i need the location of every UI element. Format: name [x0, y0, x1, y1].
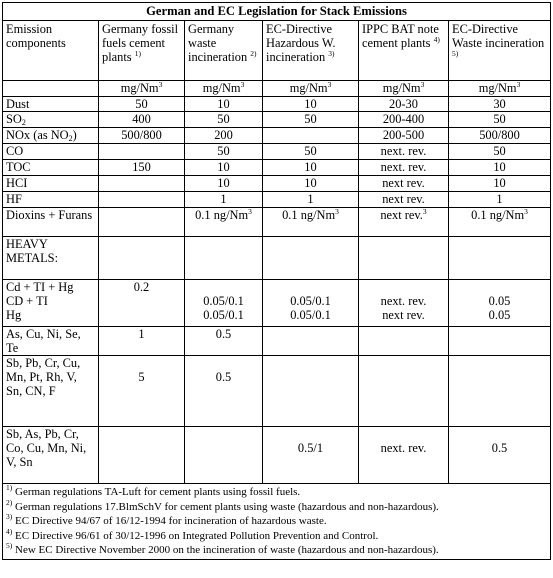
value-cell [449, 327, 551, 356]
table-row [3, 327, 551, 356]
table-row [3, 192, 551, 208]
header-cell [359, 21, 449, 81]
footnote-text: German regulations TA-Luft for cement plants using fossil fuels. [12, 486, 301, 498]
unit-exponent: 3 [327, 80, 332, 89]
value-cell [99, 356, 185, 427]
component-cell [3, 356, 99, 427]
value-text: 30 [493, 97, 506, 111]
value-cell [359, 192, 449, 208]
value-text: 0.5 [215, 327, 232, 341]
header-label: EC-Directive Waste incineration [452, 22, 545, 50]
unit-cell [263, 81, 359, 97]
value-cell [185, 176, 263, 192]
value-cell [185, 160, 263, 176]
table-row [3, 128, 551, 144]
footnote [6, 497, 547, 515]
component-name: Sb, Pb, Cr, Cu, Mn, Pt, Rh, V, Sn, CN, F [6, 356, 81, 398]
value-cell [359, 327, 449, 356]
header-label: Emission components [6, 22, 66, 50]
component-cell [3, 208, 99, 237]
component-name: CO [6, 144, 24, 158]
component-cell [3, 192, 99, 208]
value-cell [263, 237, 359, 280]
value-cell [263, 192, 359, 208]
value-text: 10 [493, 160, 506, 174]
header-label: Germany waste incineration [188, 22, 248, 64]
header-cell [3, 21, 99, 81]
value-cell [99, 327, 185, 356]
unit-cell [3, 81, 99, 97]
units-row [3, 81, 551, 97]
value-text: 50 [304, 144, 317, 158]
table-row [3, 160, 551, 176]
value-cell [449, 356, 551, 427]
component-cell [3, 144, 99, 160]
footnote [6, 543, 547, 558]
value-text: 10 [304, 97, 317, 111]
value-cell [99, 192, 185, 208]
value-text: 50 [493, 112, 506, 126]
value-cell [263, 144, 359, 160]
value-text: 200-400 [382, 112, 425, 126]
value-cell [263, 427, 359, 484]
legislation-document [2, 2, 550, 560]
value-cell [449, 144, 551, 160]
value-text: 20-30 [389, 97, 418, 111]
value-exponent: 3 [524, 207, 528, 216]
footnote-text: German regulations 17.BlmSchV for cement plants using waste (hazardous and non-hazardous). [12, 500, 439, 513]
unit-cell [359, 81, 449, 97]
value-cell [263, 356, 359, 427]
header-label: EC-Directive Hazardous W. incineration [266, 22, 336, 64]
value-text: 0.5 [215, 370, 232, 384]
footnote-marker: 2) [6, 497, 13, 507]
value-text: 1 [220, 192, 227, 206]
value-cell [449, 192, 551, 208]
value-cell [99, 97, 185, 112]
component-cell [3, 160, 99, 176]
component-name: Dust [6, 97, 30, 111]
value-text: next rev. [382, 176, 425, 190]
value-text: 0.05/0.1 0.05/0.1 [290, 294, 331, 322]
value-cell [99, 280, 185, 327]
value-text: 5 [138, 370, 145, 384]
value-text: 50 [304, 112, 317, 126]
value-cell [185, 144, 263, 160]
header-label: IPPC BAT note cement plants [362, 22, 439, 50]
value-cell [185, 112, 263, 128]
value-cell [185, 427, 263, 484]
value-text: 400 [132, 112, 151, 126]
value-text: 10 [217, 97, 230, 111]
value-cell [359, 176, 449, 192]
table-row [3, 427, 551, 484]
value-cell [263, 112, 359, 128]
value-text: 50 [217, 112, 230, 126]
value-text: next rev. [382, 192, 425, 206]
footnote-text: New EC Directive November 2000 on the incineration of waste (hazardous and non-hazardous). [12, 544, 439, 557]
value-text: next. rev. next rev. [380, 294, 427, 322]
value-cell [185, 356, 263, 427]
value-cell [449, 160, 551, 176]
value-cell [185, 280, 263, 327]
value-text: 200-500 [382, 128, 425, 142]
value-exponent: 3 [422, 207, 427, 216]
value-text: 0.05 0.05 [488, 294, 511, 322]
value-cell [263, 128, 359, 144]
value-text: 10 [217, 176, 230, 190]
component-cell [3, 97, 99, 112]
value-text: 0.1 ng/Nm [471, 208, 525, 222]
value-text: 0.5 [491, 441, 508, 455]
value-text: 0.2 [133, 280, 150, 294]
value-cell [359, 356, 449, 427]
value-text: 10 [304, 176, 317, 190]
header-cell [263, 21, 359, 81]
unit-exponent: 3 [240, 80, 245, 89]
value-cell [449, 427, 551, 484]
value-text: 0.5/1 [297, 441, 324, 455]
footnote [6, 485, 547, 500]
value-text: 50 [217, 144, 230, 158]
value-text: next. rev. [380, 441, 427, 455]
value-cell [99, 208, 185, 237]
component-name: TOC [6, 160, 31, 174]
value-text: next. rev. [380, 160, 427, 174]
footnote-text: EC Directive 96/61 of 30/12-1996 on Integrated Pollution Prevention and Control. [12, 529, 379, 542]
table-row [3, 356, 551, 427]
header-cell [185, 21, 263, 81]
component-cell [3, 112, 99, 128]
value-cell [449, 237, 551, 280]
value-text: 50 [493, 144, 506, 158]
value-cell [99, 128, 185, 144]
unit-cell [185, 81, 263, 97]
value-text: 10 [217, 160, 230, 174]
footnote-text: EC Directive 94/67 of 16/12-1994 for incineration of hazardous waste. [12, 515, 327, 528]
unit-exponent: 3 [420, 80, 425, 89]
value-text: next. rev. [380, 144, 427, 158]
table-row [3, 237, 551, 280]
component-cell [3, 427, 99, 484]
component-name: HF [6, 192, 22, 206]
value-cell [449, 112, 551, 128]
component-name: HEAVY METALS: [6, 237, 59, 265]
footnote-marker: 5) [6, 541, 13, 551]
value-cell [185, 128, 263, 144]
header-ref: 2) [250, 49, 257, 58]
value-cell [359, 97, 449, 112]
value-text: 10 [304, 160, 317, 174]
value-text: 0.05/0.1 0.05/0.1 [203, 294, 244, 322]
value-cell [185, 97, 263, 112]
value-cell [359, 208, 449, 237]
component-cell [3, 176, 99, 192]
value-cell [359, 160, 449, 176]
header-ref: 3) [328, 49, 335, 58]
value-cell [99, 144, 185, 160]
value-text: 50 [135, 97, 148, 111]
value-cell [449, 280, 551, 327]
component-name: Dioxins + Furans [6, 208, 93, 222]
table-row [3, 280, 551, 327]
footnote-marker: 1) [6, 483, 13, 492]
component-name: NOx (as NO [6, 128, 69, 142]
component-name: Sb, As, Pb, Cr, Co, Cu, Mn, Ni, V, Sn [6, 427, 87, 469]
value-cell [185, 192, 263, 208]
value-cell [359, 128, 449, 144]
table-row [3, 112, 551, 128]
unit-exponent: 3 [516, 80, 521, 89]
value-exponent: 3 [335, 207, 339, 216]
header-ref: 1) [134, 49, 141, 58]
value-cell [359, 144, 449, 160]
header-cell [449, 21, 551, 81]
unit-cell [449, 81, 551, 97]
value-text: 500/800 [121, 128, 162, 142]
footnote [6, 514, 547, 529]
table-row [3, 176, 551, 192]
component-name: Cd + TI + Hg CD + TI Hg [6, 280, 74, 322]
stack-emissions-table [2, 2, 551, 560]
value-text: 1 [138, 327, 145, 341]
value-cell [99, 176, 185, 192]
value-cell [99, 112, 185, 128]
value-cell [263, 208, 359, 237]
component-cell [3, 327, 99, 356]
footnote-marker: 4) [6, 526, 13, 536]
value-text: next rev. [380, 208, 423, 222]
component-cell [3, 128, 99, 144]
table-row [3, 97, 551, 112]
header-label: Germany fossil fuels cement plants [102, 22, 179, 64]
unit-label: mg/Nm [382, 81, 421, 95]
value-cell [263, 327, 359, 356]
value-text: 200 [214, 128, 233, 142]
footnotes [3, 484, 551, 560]
value-cell [359, 112, 449, 128]
value-cell [449, 97, 551, 112]
header-ref: 4) [433, 35, 440, 44]
value-cell [449, 208, 551, 237]
component-subscript: 2 [68, 134, 73, 143]
value-text: 10 [493, 176, 506, 190]
value-cell [185, 208, 263, 237]
value-cell [263, 176, 359, 192]
table-row [3, 208, 551, 237]
title-row [3, 3, 551, 21]
unit-label: mg/Nm [289, 81, 328, 95]
value-cell [185, 237, 263, 280]
value-cell [449, 176, 551, 192]
component-name: SO [6, 112, 22, 126]
value-text: 1 [307, 192, 314, 206]
table-title: German and EC Legislation for Stack Emissions [3, 3, 551, 21]
value-text: 1 [496, 192, 503, 206]
component-subscript: 2 [21, 118, 26, 127]
header-ref: 5) [452, 49, 459, 58]
value-text: 500/800 [479, 128, 520, 142]
value-cell [263, 280, 359, 327]
value-cell [359, 237, 449, 280]
value-cell [263, 97, 359, 112]
value-text: 0.1 ng/Nm [282, 208, 336, 222]
value-cell [99, 237, 185, 280]
unit-cell [99, 81, 185, 97]
unit-exponent: 3 [158, 80, 163, 89]
header-row [3, 21, 551, 81]
unit-label: mg/Nm [478, 81, 517, 95]
value-cell [99, 427, 185, 484]
value-cell [185, 327, 263, 356]
unit-label: mg/Nm [202, 81, 241, 95]
value-exponent: 3 [248, 207, 252, 216]
footnotes-row [3, 484, 551, 560]
value-cell [449, 128, 551, 144]
component-name: HCI [6, 176, 28, 190]
component-cell [3, 280, 99, 327]
value-text: 150 [132, 160, 151, 174]
value-cell [359, 280, 449, 327]
component-name: As, Cu, Ni, Se, Te [6, 327, 81, 355]
value-text: 0.1 ng/Nm [195, 208, 249, 222]
value-cell [359, 427, 449, 484]
footnote-marker: 3) [6, 512, 13, 522]
value-cell [263, 160, 359, 176]
table-row [3, 144, 551, 160]
value-cell [99, 160, 185, 176]
header-cell [99, 21, 185, 81]
footnote [6, 526, 547, 544]
component-cell [3, 237, 99, 280]
component-suffix: ) [72, 128, 77, 142]
unit-label: mg/Nm [120, 81, 159, 95]
